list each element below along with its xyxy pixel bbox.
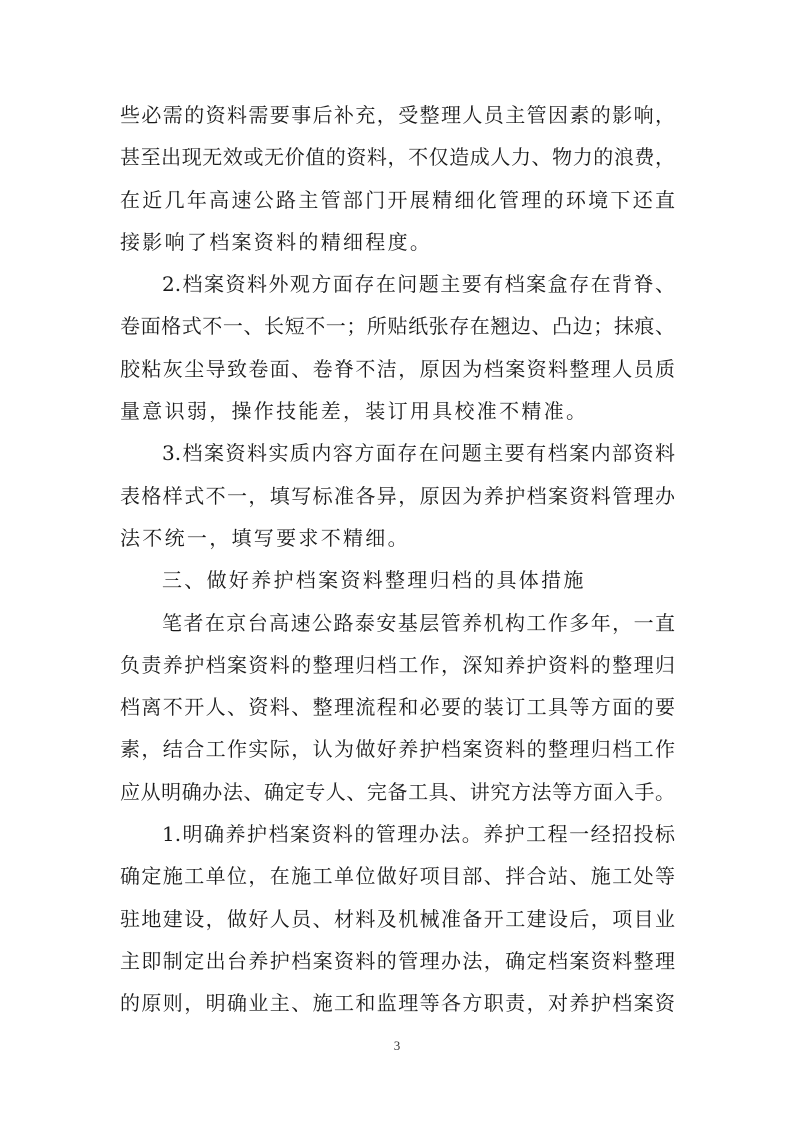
body-text: [120, 94, 675, 1025]
text-line: 在近几年高速公路主管部门开展精细化管理的环境下还直: [120, 187, 675, 212]
text-line: 胶粘灰尘导致卷面、卷脊不洁，原因为档案资料整理人员质: [120, 356, 675, 381]
section-heading: 三、做好养护档案资料整理归档的具体措施: [162, 568, 586, 593]
text-line: 的原则，明确业主、施工和监理等各方职责，对养护档案资: [120, 991, 675, 1016]
text-line: 档离不开人、资料、整理流程和必要的装订工具等方面的要: [120, 695, 675, 720]
paragraph-start-line: 2.档案资料外观方面存在问题主要有档案盒存在背脊、: [162, 272, 675, 297]
text-line: 些必需的资料需要事后补充，受整理人员主管因素的影响，: [120, 103, 675, 127]
paragraph-start-line: 3.档案资料实质内容方面存在问题主要有档案内部资料: [162, 441, 675, 466]
text-line: 素，结合工作实际，认为做好养护档案资料的整理归档工作: [120, 737, 675, 762]
text-line: 负责养护档案资料的整理归档工作，深知养护资料的整理归: [120, 652, 675, 677]
text-line: 驻地建设，做好人员、材料及机械准备开工建设后，项目业: [120, 906, 675, 931]
text-line: 主即制定出台养护档案资料的管理办法，确定档案资料整理: [120, 948, 675, 973]
text-line: 法不统一，填写要求不精细。: [120, 525, 410, 550]
text-line: 表格样式不一，填写标准各异，原因为养护档案资料管理办: [120, 483, 675, 508]
text-line: 应从明确办法、确定专人、完备工具、讲究方法等方面入手。: [120, 779, 675, 804]
text-line: 甚至出现无效或无价值的资料，不仅造成人力、物力的浪费，: [120, 145, 675, 170]
text-line: 卷面格式不一、长短不一；所贴纸张存在翘边、凸边；抹痕、: [120, 314, 675, 339]
paragraph-start-line: 笔者在京台高速公路泰安基层管养机构工作多年，一直: [162, 610, 675, 635]
text-line: 接影响了档案资料的精细程度。: [120, 229, 433, 254]
text-line: 量意识弱，操作技能差，装订用具校准不精准。: [120, 399, 589, 424]
paragraph-start-line: 1.明确养护档案资料的管理办法。养护工程一经招投标: [162, 822, 675, 847]
text-line: 确定施工单位，在施工单位做好项目部、拌合站、施工处等: [120, 864, 675, 889]
page-number: 3: [393, 1038, 401, 1053]
